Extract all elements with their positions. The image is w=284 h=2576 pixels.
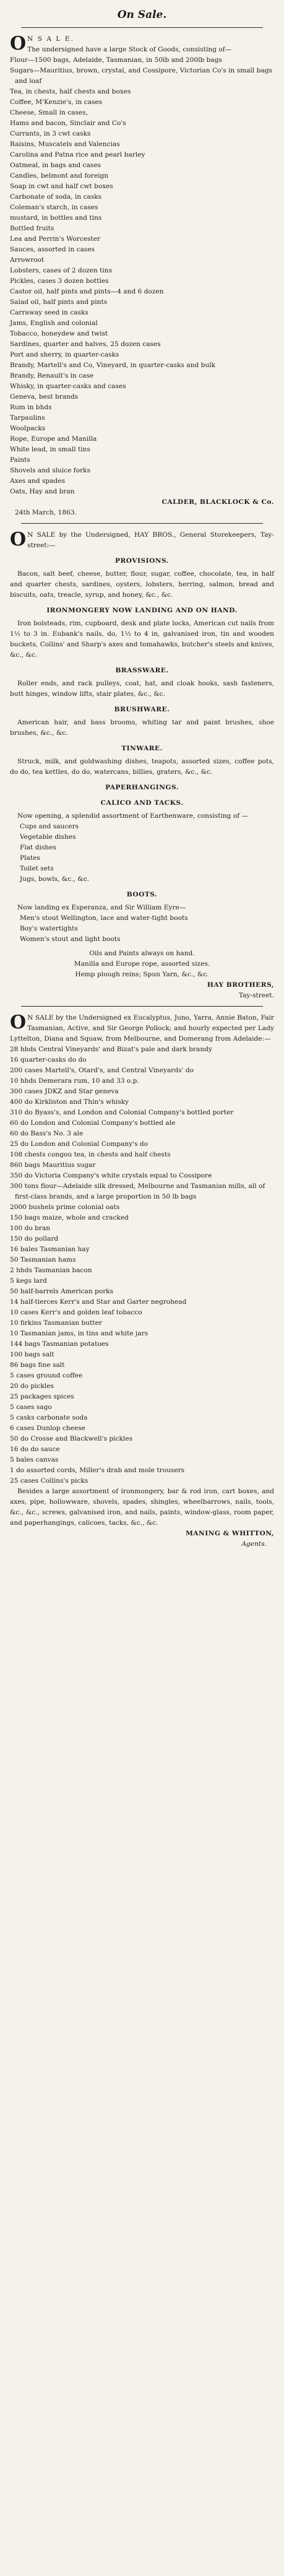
- list-item: Men's stout Wellington, lace and water-tight boots: [20, 914, 188, 922]
- manilla-text: Manilla and Europe rope, assorted sizes.: [74, 960, 210, 968]
- list-item: Candles, belmont and foreign: [10, 172, 109, 180]
- advert-date: 24th March, 1863.: [15, 509, 77, 516]
- list-item: Flat dishes: [20, 844, 56, 851]
- advert-item-list: [10, 1044, 274, 1486]
- list-item: Brandy, Renault's in case: [10, 372, 94, 379]
- advert-hay-brothers: [10, 530, 274, 1001]
- list-item: 5 kegs lard: [10, 1277, 47, 1285]
- list-item: Castor oil, half pints and pints—4 and 6 dozen: [10, 288, 164, 295]
- list-item: 10 firkins Tasmanian butter: [10, 1319, 102, 1327]
- list-item: Tea, in chests, half chests and boxes: [10, 88, 131, 95]
- advert-item-list: [10, 55, 274, 497]
- list-item: Coleman's starch, in cases: [10, 204, 98, 211]
- list-item: 350 do Victoria Company's white crystals equal to Cossipore: [10, 1172, 212, 1179]
- ironmongery-title: IRONMONGERY NOW LANDING AND ON HAND.: [46, 607, 238, 614]
- list-item: 25 packages spices: [10, 1393, 74, 1400]
- list-item: 144 bags Tasmanian potatoes: [10, 1340, 109, 1348]
- list-item: Sugars—Mauritius, brown, crystal, and Cossipore, Victorian Co's in small bags and loaf: [10, 67, 272, 85]
- list-item: Lea and Perrin's Worcester: [10, 235, 101, 243]
- list-item: Plates: [20, 854, 40, 862]
- list-item: Cups and saucers: [20, 823, 79, 830]
- list-item: 6 cases Dunlop cheese: [10, 1425, 85, 1432]
- boots-title: BOOTS.: [126, 891, 158, 898]
- brushware-title: BRUSHWARE.: [114, 706, 170, 713]
- list-item: Shovels and sluice forks: [10, 467, 91, 474]
- list-item: 5 cases ground coffee: [10, 1372, 83, 1379]
- list-item: 400 do Kirkliston and Thin's whisky: [10, 1098, 129, 1106]
- intro-text: N SALE by the Undersigned ex Eucalyptus, Juno, Yarra, Annie Baton, Fair Tasmanian, Active, and Sir George Pollock; and hourly expected per Lady Lyttelton, Diana and Squaw, from Melbourne, and Domerang from Adelaide:—: [10, 1014, 274, 1043]
- advert-agents: Agents.: [241, 1540, 267, 1548]
- list-item: 200 cases Martell's, Otard's, and Central Vineyards' do: [10, 1067, 194, 1074]
- list-item: Oats, Hay and bran: [10, 488, 75, 495]
- list-item: Tobacco, honeydew and twist: [10, 330, 108, 337]
- list-item: Vegetable dishes: [20, 833, 76, 841]
- list-item: 16 do do sauce: [10, 1446, 60, 1453]
- divider: [21, 27, 263, 28]
- provisions-title: PROVISIONS.: [115, 557, 169, 565]
- advert-intro: [10, 1013, 274, 1044]
- advert-signature: MANING & WHITTON,: [186, 1530, 274, 1537]
- list-item: 108 chests congou tea, in chests and half chests: [10, 1151, 171, 1158]
- list-item: Flour—1500 bags, Adelaide, Tasmanian, in 50lb and 200lb bags: [10, 56, 222, 64]
- ironmongery-text: Iron bolsteads, rim, cupboard, desk and plate locks, American cut nails from 1½ to 3 in. Eubank's nails, do, 1½ to 4 in, galvanised iron, tin and wooden buckets, Collins' and Sharp's axes and tomahawks, butcher's steels and knives, &c., &c.: [10, 620, 274, 659]
- list-item: Whisky, in quarter-casks and cases: [10, 383, 126, 390]
- list-item: Hams and bacon, Sinclair and Co's: [10, 119, 126, 127]
- title-rest: N S A L E.: [27, 35, 74, 43]
- earthenware-text: Now opening, a splendid assortment of Earthenware, consisting of —: [17, 812, 249, 820]
- list-item: Brandy, Martell's and Co, Vineyard, in quarter-casks and bulk: [10, 362, 216, 369]
- list-item: 100 do bran: [10, 1225, 51, 1232]
- list-item: 10 Tasmanian jams, in tins and white jars: [10, 1330, 148, 1337]
- boots-list: [10, 913, 274, 945]
- list-item: 50 half-barrels American porks: [10, 1288, 114, 1295]
- list-item: Women's stout and light boots: [20, 935, 121, 943]
- list-item: 300 cases JDKZ and Star geneva: [10, 1088, 119, 1095]
- paperhangings-title: PAPERHANGINGS.: [105, 784, 179, 791]
- drop-cap: O: [10, 529, 27, 550]
- list-item: Port and sherry, in quarter-casks: [10, 351, 119, 358]
- drop-cap: O: [10, 1012, 27, 1033]
- advert-maning-whitton: [10, 1013, 274, 1550]
- list-item: 50 Tasmanian hams: [10, 1256, 76, 1264]
- list-item: 10 cases Kerr's and golden leaf tobacco: [10, 1309, 142, 1316]
- divider: [21, 1006, 263, 1007]
- list-item: Salad oil, half pints and pints: [10, 298, 108, 306]
- hemp-text: Hemp plough reins; Spun Yarn, &c., &c.: [75, 971, 209, 978]
- list-item: Currants, in 3 cwt casks: [10, 130, 91, 137]
- list-item: 2 hhds Tasmanian bacon: [10, 1267, 92, 1274]
- list-item: Raisins, Muscatels and Valencias: [10, 141, 120, 148]
- list-item: Jugs, bowls, &c., &c.: [20, 875, 90, 883]
- list-item: 20 do pickles: [10, 1382, 54, 1390]
- list-item: 5 cases sago: [10, 1403, 52, 1411]
- list-item: Tarpaulins: [10, 414, 45, 422]
- list-item: Lobsters, cases of 2 dozen tins: [10, 267, 113, 274]
- list-item: Woolpacks: [10, 425, 46, 432]
- list-item: Sardines, quarter and halves, 25 dozen cases: [10, 340, 161, 348]
- brassware-title: BRASSWARE.: [115, 667, 169, 674]
- oils-text: Oils and Paints always on hand.: [89, 950, 195, 957]
- list-item: Coffee, M'Kenzie's, in cases: [10, 98, 103, 106]
- list-item: White lead, in small tins: [10, 446, 90, 453]
- list-item: 16 quarter-casks do do: [10, 1056, 87, 1064]
- tinware-title: TINWARE.: [121, 745, 163, 752]
- list-item: 860 bags Mauritius sugar: [10, 1161, 96, 1169]
- list-item: 310 do Byass's, and London and Colonial Company's bottled porter: [10, 1109, 234, 1116]
- advert-calder-blacklock: [10, 34, 274, 518]
- advert-street: Tay-street.: [238, 992, 274, 999]
- list-item: Arrowroot: [10, 256, 45, 264]
- list-item: 2000 bushels prime colonial oats: [10, 1203, 120, 1211]
- list-item: 150 bags maize, whole and cracked: [10, 1214, 129, 1221]
- list-item: Axes and spades: [10, 477, 66, 485]
- section-heading: On Sale.: [117, 9, 167, 21]
- list-item: 100 bags salt: [10, 1351, 54, 1358]
- list-item: 86 bags fine salt: [10, 1361, 65, 1369]
- divider: [21, 523, 263, 524]
- list-item: Cheese, Small in cases,: [10, 109, 88, 116]
- advert-closing: Besides a large assortment of ironmongery, bar & rod iron, cart boxes, and axes, pipe, hollowware, shovels, spades, shingles, wheelbarrows, nails, tools, &c., &c., screws, galvanised iron, and nails, paints, window-glass, room paper, and paperhangings, calicoes, tacks, &c., &c.: [10, 1488, 274, 1527]
- list-item: 1 do assorted cords, Miller's drab and mole trousers: [10, 1467, 185, 1474]
- list-item: 10 hhds Demerara rum, 10 and 33 o.p.: [10, 1077, 139, 1085]
- list-item: Sauces, assorted in cases: [10, 246, 95, 253]
- advert-signature: CALDER, BLACKLOCK & Co.: [161, 498, 274, 506]
- advert-intro: The undersigned have a large Stock of Goods, consisting of—: [27, 46, 232, 53]
- list-item: Rope, Europe and Manilla: [10, 435, 97, 443]
- list-item: 5 bales canvas: [10, 1456, 59, 1464]
- list-item: Geneva, best brands: [10, 393, 79, 401]
- earthenware-list: [10, 822, 274, 885]
- list-item: 28 hhds Central Vineyards' and Bizat's pale and dark brandy: [10, 1046, 212, 1053]
- list-item: 150 do pollard: [10, 1235, 59, 1242]
- list-item: 5 casks carbonate soda: [10, 1414, 88, 1421]
- boots-text: Now landing ex Esperanza, and Sir William Eyre—: [17, 904, 186, 911]
- list-item: mustard, in bottles and tins: [10, 214, 102, 222]
- list-item: Jams, English and colonial: [10, 319, 98, 327]
- advert-intro: [10, 530, 274, 551]
- provisions-text: Bacon, salt beef, cheese, butter, flour, sugar, coffee, chocolate, tea, in half and quarter chests, sardines, oysters, lobsters, herring, salmon, bread and biscuits, oats, treacle, syrup, and honey, &c., &c.: [10, 570, 274, 599]
- calico-title: CALICO AND TACKS.: [100, 799, 184, 807]
- list-item: Rum in bhds: [10, 404, 52, 411]
- list-item: Bottled fruits: [10, 225, 54, 232]
- list-item: 300 tons flour—Adelaide silk dressed, Melbourne and Tasmanian mills, all of first-class brands, and a large proportion in 50 lb bags: [10, 1182, 265, 1200]
- list-item: Oatmeal, in bags and cases: [10, 162, 101, 169]
- list-item: 16 bales Tasmanian hay: [10, 1246, 90, 1253]
- list-item: Paints: [10, 456, 30, 464]
- list-item: 25 do London and Colonial Company's do: [10, 1140, 148, 1148]
- list-item: Pickles, cases 3 dozen bottles: [10, 277, 109, 285]
- list-item: 60 do Bass's No. 3 ale: [10, 1130, 84, 1137]
- advert-signature: HAY BROTHERS,: [207, 981, 274, 989]
- list-item: Toilet sets: [20, 865, 54, 872]
- brassware-text: Roller ends, and rack pulleys, coat, hat, and cloak hooks, sash fasteners, butt hinges, window lifts, stair plates, &c., &c.: [10, 680, 274, 698]
- list-item: Soap in cwt and half cwt boxes: [10, 183, 113, 190]
- list-item: 50 do Crosse and Blackwell's pickles: [10, 1435, 133, 1442]
- list-item: 14 half-tierces Kerr's and Star and Garter negrohead: [10, 1298, 187, 1306]
- list-item: 60 do London and Colonial Company's bottled ale: [10, 1119, 176, 1127]
- list-item: Boy's watertights: [20, 925, 78, 932]
- intro-text: N SALE by the Undersigned, HAY BROS., General Storekeepers, Tay-street:—: [27, 531, 274, 549]
- drop-cap: O: [10, 33, 27, 54]
- list-item: Carraway seed in casks: [10, 309, 88, 316]
- list-item: 25 cases Collins's picks: [10, 1477, 88, 1485]
- list-item: Carolina and Patna rice and pearl barley: [10, 151, 145, 158]
- brushware-text: American hair, and bass brooms, whiting tar and paint brushes, shoe brushes, &c., &c.: [10, 719, 274, 737]
- list-item: Carbonate of soda, in casks: [10, 193, 102, 201]
- tinware-text: Struck, milk, and goldwashing dishes, teapots, assorted sizes, coffee pots, do do, tea kettles, do do, watercans, billies, graters, &c., &c.: [10, 758, 274, 776]
